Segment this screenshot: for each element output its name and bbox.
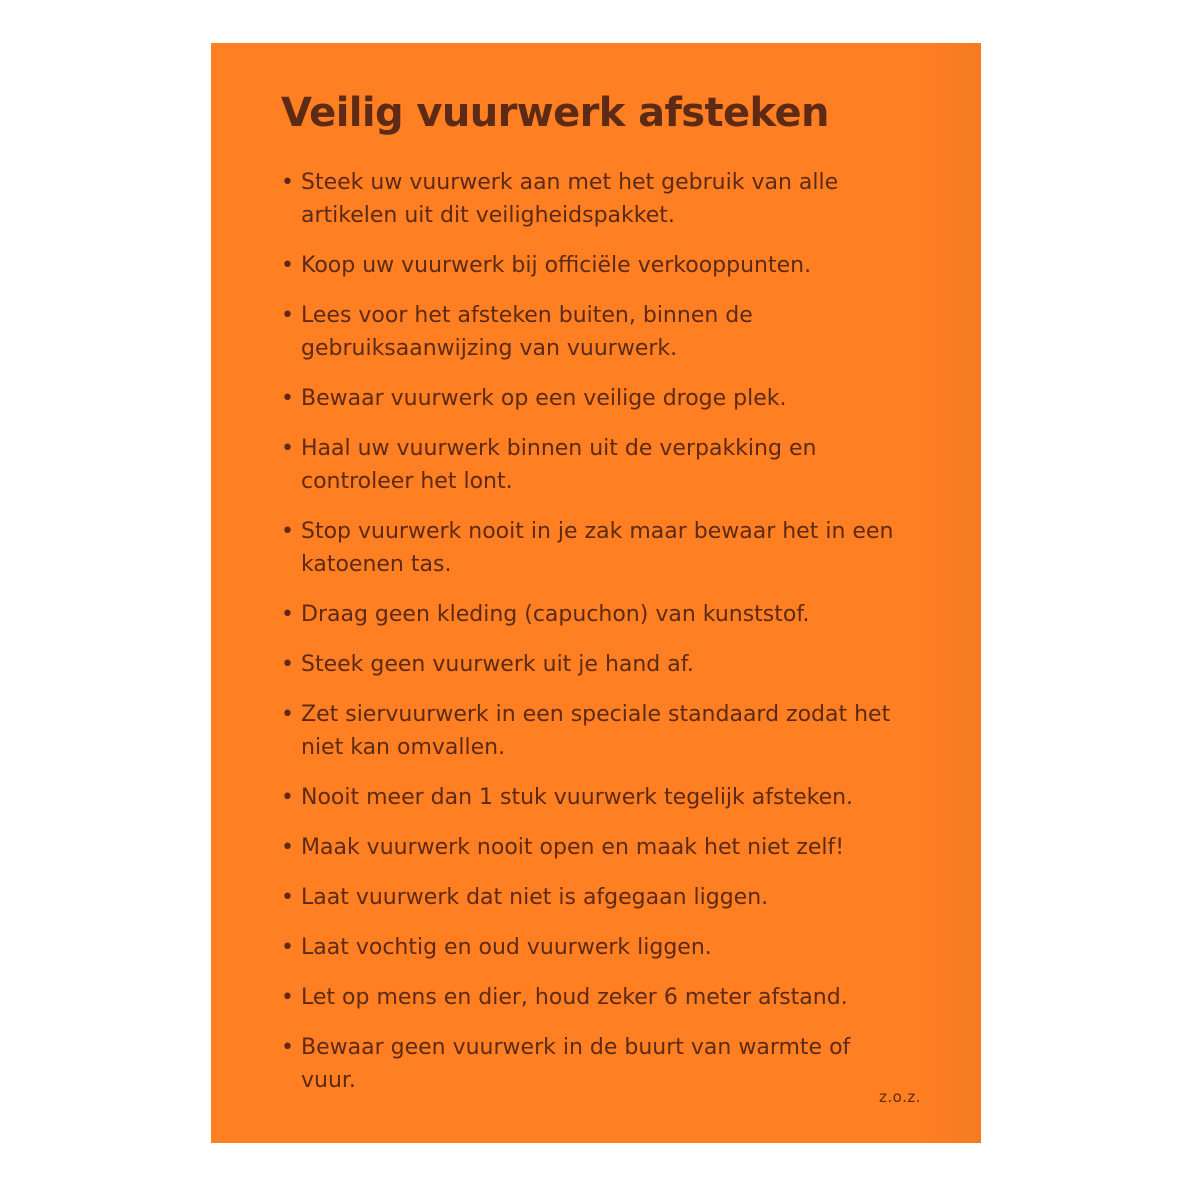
bullet-icon: • [281,1035,294,1060]
bullet-icon: • [281,170,294,195]
bullet-icon: • [281,935,294,960]
safety-tip [281,881,901,914]
safety-tip-text: Steek uw vuurwerk aan met het gebruik van alle artikelen uit dit veiligheidspakket. [301,170,839,228]
safety-tip [281,831,901,864]
safety-tip [281,432,901,498]
bullet-icon: • [281,702,294,727]
bullet-icon: • [281,785,294,810]
bullet-icon: • [281,835,294,860]
safety-leaflet [211,43,981,1143]
turn-over-note: z.o.z. [879,1088,921,1106]
safety-tip-text: Steek geen vuurwerk uit je hand af. [301,652,694,677]
safety-tip-text: Lees voor het afsteken buiten, binnen de gebruiksaanwijzing van vuurwerk. [301,303,753,361]
bullet-icon: • [281,519,294,544]
safety-tip-text: Laat vuurwerk dat niet is afgegaan liggen. [301,885,769,910]
safety-tip-text: Nooit meer dan 1 stuk vuurwerk tegelijk afsteken. [301,785,854,810]
safety-tip [281,781,901,814]
safety-tip [281,166,901,232]
safety-tip-text: Laat vochtig en oud vuurwerk liggen. [301,935,712,960]
safety-tip [281,698,901,764]
safety-tip-text: Draag geen kleding (capuchon) van kunststof. [301,602,810,627]
bullet-icon: • [281,602,294,627]
safety-tip-text: Bewaar geen vuurwerk in de buurt van warmte of vuur. [301,1035,851,1093]
bullet-icon: • [281,885,294,910]
safety-tip-text: Maak vuurwerk nooit open en maak het niet zelf! [301,835,845,860]
safety-tip [281,299,901,365]
safety-tip-text: Let op mens en dier, houd zeker 6 meter afstand. [301,985,848,1010]
safety-tip [281,1031,901,1097]
leaflet-title: Veilig vuurwerk afsteken [281,90,829,136]
safety-tip [281,515,901,581]
safety-tip [281,648,901,681]
bullet-icon: • [281,436,294,461]
safety-tip-text: Koop uw vuurwerk bij officiële verkooppunten. [301,253,812,278]
safety-tip [281,598,901,631]
safety-tip [281,249,901,282]
safety-tip [281,382,901,415]
safety-tip [281,931,901,964]
bullet-icon: • [281,652,294,677]
bullet-icon: • [281,303,294,328]
safety-tip-text: Stop vuurwerk nooit in je zak maar bewaar het in een katoenen tas. [301,519,894,577]
safety-tip [281,981,901,1014]
bullet-icon: • [281,253,294,278]
safety-tip-text: Zet siervuurwerk in een speciale standaard zodat het niet kan omvallen. [301,702,891,760]
safety-tips-list [281,166,901,1114]
safety-tip-text: Bewaar vuurwerk op een veilige droge plek. [301,386,787,411]
safety-tip-text: Haal uw vuurwerk binnen uit de verpakking en controleer het lont. [301,436,817,494]
bullet-icon: • [281,985,294,1010]
bullet-icon: • [281,386,294,411]
